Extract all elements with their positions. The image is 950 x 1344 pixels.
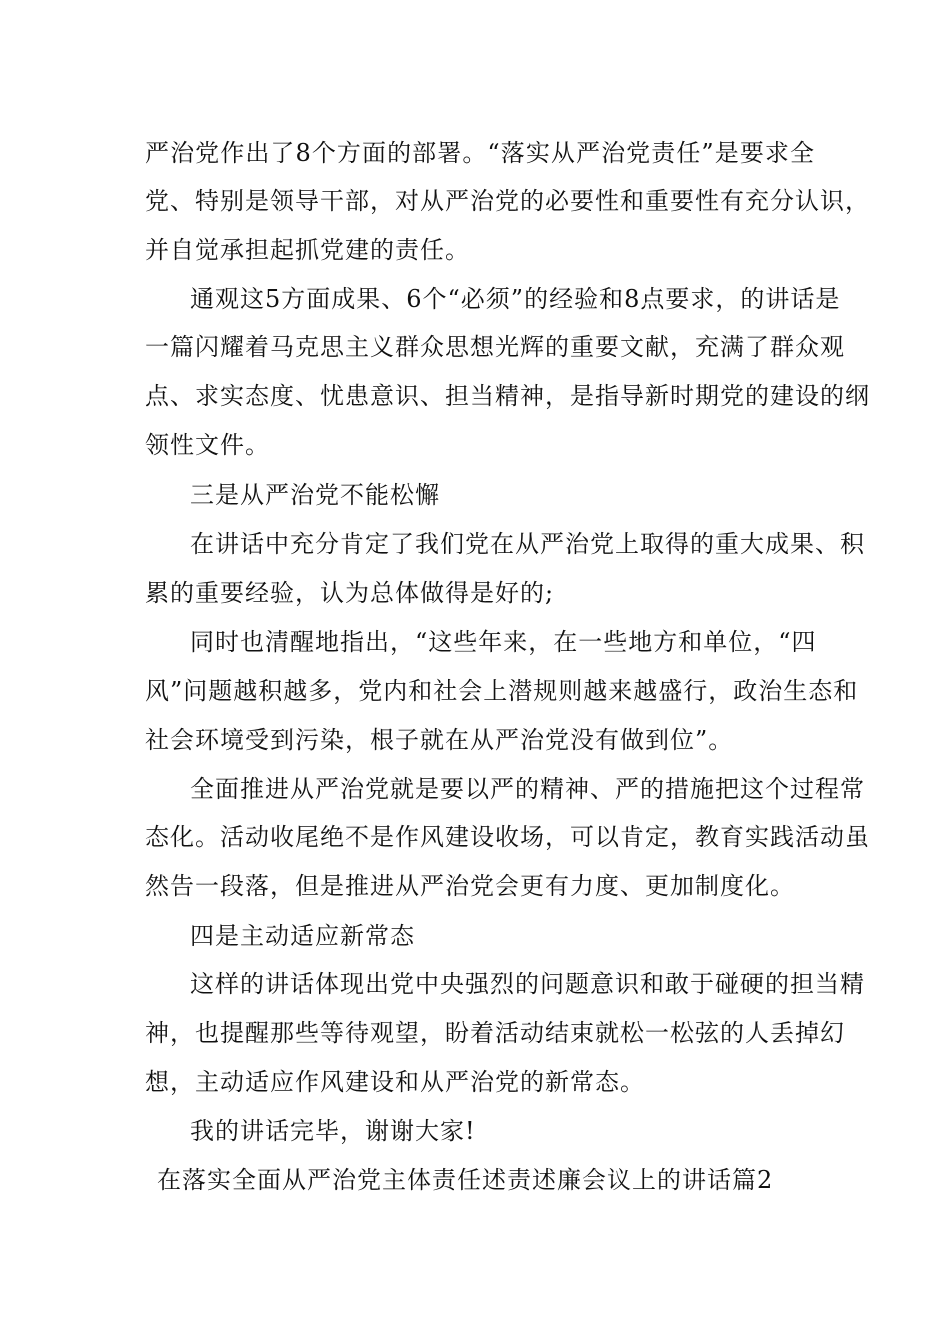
text-line: 然告一段落，但是推进从严治党会更有力度、更加制度化。	[145, 872, 795, 900]
paragraph-start-line: 同时也清醒地指出，“这些年来，在一些地方和单位，“四	[190, 628, 817, 656]
text-line: 神，也提醒那些等待观望，盼着活动结束就松一松弦的人丢掉幻	[145, 1019, 845, 1047]
text-line: 态化。活动收尾绝不是作风建设收场，可以肯定，教育实践活动虽	[145, 823, 870, 851]
text-line: 党、特别是领导干部，对从严治党的必要性和重要性有充分认识，	[145, 187, 870, 215]
section-heading: 四是主动适应新常态	[190, 922, 415, 950]
text-line: 想，主动适应作风建设和从严治党的新常态。	[145, 1068, 645, 1096]
paragraph-start-line: 通观这5方面成果、6个“必须”的经验和8点要求，的讲话是	[190, 285, 841, 313]
section-heading: 三是从严治党不能松懈	[190, 481, 440, 509]
paragraph-start-line: 这样的讲话体现出党中央强烈的问题意识和敢于碰硬的担当精	[190, 970, 865, 998]
paragraph-start-line: 在讲话中充分肯定了我们党在从严治党上取得的重大成果、积	[190, 530, 865, 558]
text-line: 点、求实态度、忧患意识、担当精神，是指导新时期党的建设的纲	[145, 382, 870, 410]
text-line: 社会环境受到污染，根子就在从严治党没有做到位”。	[145, 726, 734, 754]
text-line: 严治党作出了8个方面的部署。“落实从严治党责任”是要求全	[145, 139, 815, 167]
closing-line: 我的讲话完毕，谢谢大家!	[190, 1117, 476, 1145]
text-line: 并自觉承担起抓党建的责任。	[145, 236, 470, 264]
paragraph-start-line: 全面推进从严治党就是要以严的精神、严的措施把这个过程常	[190, 775, 865, 803]
document-title: 在落实全面从严治党主体责任述责述廉会议上的讲话篇2	[157, 1166, 774, 1194]
text-line: 风”问题越积越多，党内和社会上潜规则越来越盛行，政治生态和	[145, 677, 859, 705]
text-line: 累的重要经验，认为总体做得是好的;	[145, 579, 555, 607]
text-line: 一篇闪耀着马克思主义群众思想光辉的重要文献，充满了群众观	[145, 333, 845, 361]
text-line: 领性文件。	[145, 431, 270, 459]
